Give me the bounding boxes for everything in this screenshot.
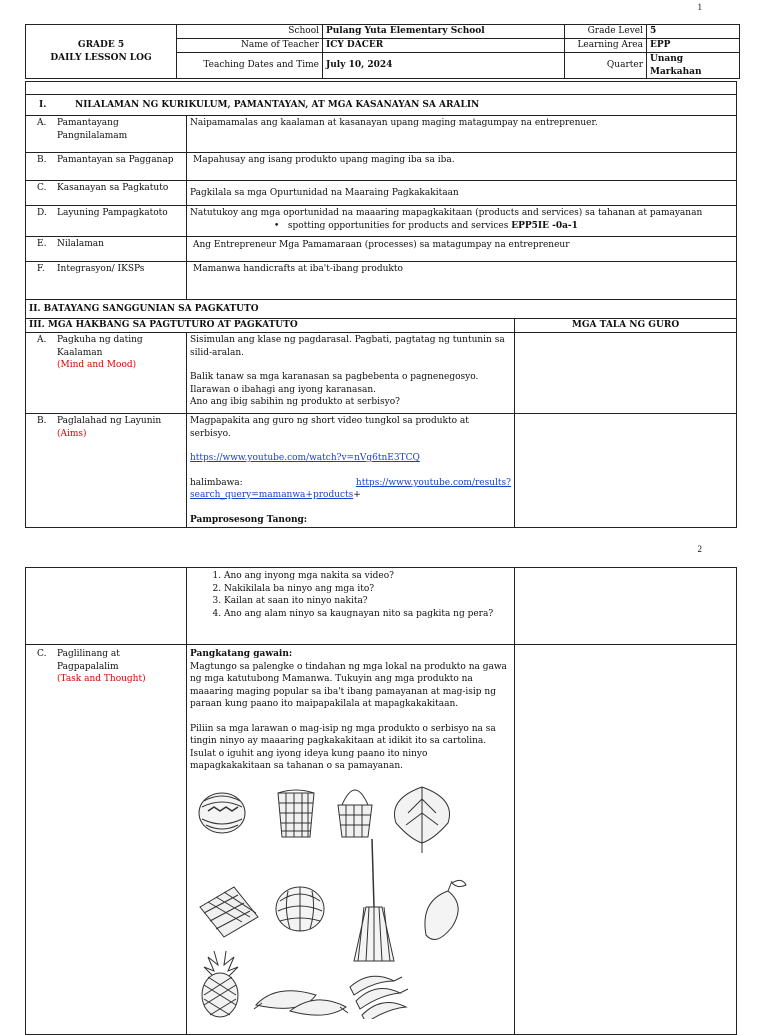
fan-icon — [394, 787, 449, 853]
tall-basket-icon — [278, 790, 314, 837]
broom-icon — [354, 839, 394, 961]
question-item: 3. Kailan at saan ito ninyo nakita? — [224, 595, 511, 608]
question-item: 4. Ano ang alam ninyo sa kaugnayan nito sa pagkita ng pera? — [224, 608, 511, 621]
section3-title: III. MGA HAKBANG SA PAGTUTURO AT PAGKATUTO — [26, 319, 515, 333]
grade-label: Grade Level — [565, 25, 647, 39]
processing-questions — [187, 568, 515, 645]
teacher-value: ICY DACER — [323, 39, 565, 53]
search-link-part2[interactable]: search_query=mamanwa+products — [190, 490, 354, 500]
questions-title: Pamprosesong Tanong: — [190, 514, 308, 525]
pineapple-icon — [202, 951, 238, 1017]
dates-value: July 10, 2024 — [323, 53, 565, 79]
area-value: EPP — [647, 39, 740, 53]
handle-basket-icon — [338, 790, 372, 837]
section2-title: II. BATAYANG SANGGUNIAN SA PAGKATUTO — [26, 300, 737, 319]
step-c-content: Pangkatang gawain: Magtungo sa palengke o tindahan ng mga lokal na produkto na gawa ng mga katutubong Mamanwa. Tukuyin ang mga produkto na maaaring maging popular sa iba't ibang pamayanan at mag-isip ng paraan kung paano ito maipapakilala at mapagkakakitaan. Piliin sa mga larawan o mag-isip ng mga produkto o serbisyo na sa tingin ninyo ay maaaring pagkakakitaan at idikit ito sa cartolina. Isulat o iguhit ang iyong ideya kung paano ito ninyo mapagkakakitaan sa tahanan o sa pamayanan. — [187, 645, 515, 1035]
step-b-notes[interactable] — [515, 414, 737, 528]
row-a-content: Naipamamalas ang kaalaman at kasanayan upang maging matagumpay na entreprenuer. — [187, 116, 737, 153]
row-c-content: Pagkilala sa mga Opurtunidad na Maaraing Pagkakakitaan — [187, 181, 737, 206]
step-b-label: B. Paglalahad ng Layunin (Aims) — [26, 414, 187, 528]
school-label: School — [177, 25, 323, 39]
notes-header: MGA TALA NG GURO — [515, 319, 737, 333]
video-link[interactable]: https://www.youtube.com/watch?v=nVg6tnE3TCQ — [190, 453, 420, 463]
page-number: 2 — [697, 544, 702, 554]
shell-basket-icon — [276, 887, 324, 931]
step-a-content: Sisimulan ang klase ng pagdarasal. Pagbati, pagtatag ng tuntunin sa silid-aralan. Balik tanaw sa mga karanasan sa pagbebenta o pagnenegosyo. Ilarawan o ibahagi ang iyong karanasan. Ano ang ibig sabihin ng produkto at serbisyo? — [187, 333, 515, 414]
step-c-notes[interactable] — [515, 645, 737, 1035]
main-table — [25, 81, 737, 528]
row-d-content: Natutukoy ang mga oportunidad na maaaring mapagkakitaan (products and services) sa tahanan at pamayanan • spotting opportunities for products and services EPP5IE -0a-1 — [187, 206, 737, 237]
row-f-label: F. Integrasyon/ IKSPs — [26, 262, 187, 300]
row-d-label: D. Layuning Pampagkatoto — [26, 206, 187, 237]
school-value: Pulang Yuta Elementary School — [323, 25, 565, 39]
question-item: 2. Nakikilala ba ninyo ang mga ito? — [224, 583, 511, 596]
row-f-content: Mamanwa handicrafts at iba't-ibang produkto — [187, 262, 737, 300]
section1-title: I. NILALAMAN NG KURIKULUM, PAMANTAYAN, AT MGA KASANAYAN SA ARALIN — [26, 95, 737, 116]
woven-mat-icon — [200, 887, 258, 937]
grade-value: 5 — [647, 25, 740, 39]
root-crops-icon — [254, 990, 348, 1014]
row-e-label: E. Nilalaman — [26, 237, 187, 262]
step-a-notes[interactable] — [515, 333, 737, 414]
mango-icon — [425, 880, 466, 939]
row-c-label: C. Kasanayan sa Pagkatuto — [26, 181, 187, 206]
woven-basket-icon — [199, 793, 245, 833]
step-c-label: C. Paglilinang at Pagpapalalim (Task and Thought) — [26, 645, 187, 1035]
quarter-label: Quarter — [565, 53, 647, 79]
row-b-content: Mapahusay ang isang produkto upang maging iba sa iba. — [187, 153, 737, 181]
main-table-page2 — [25, 567, 737, 1035]
lesson-log-title: GRADE 5 DAILY LESSON LOG — [26, 25, 177, 79]
dates-label: Teaching Dates and Time — [177, 53, 323, 79]
step-b-content: Magpapakita ang guro ng short video tungkol sa produkto at serbisyo. https://www.youtube.com/watch?v=nVg6tnE3TCQ halimbawa: https://www.youtube.com/results? search_query=mamanwa+products+ Pamprosesong Tanong: — [187, 414, 515, 528]
row-b-label: B. Pamantayan sa Pagganap — [26, 153, 187, 181]
product-images — [190, 779, 511, 1019]
search-link-part1[interactable]: https://www.youtube.com/results? — [355, 477, 511, 488]
step-a-label: A. Pagkuha ng dating Kaalaman (Mind and Mood) — [26, 333, 187, 414]
teacher-label: Name of Teacher — [177, 39, 323, 53]
page-number: 1 — [697, 2, 702, 12]
quarter-value: Unang Markahan — [647, 53, 740, 79]
questions-notes[interactable] — [515, 568, 737, 645]
area-label: Learning Area — [565, 39, 647, 53]
row-e-content: Ang Entrepreneur Mga Pamamaraan (processes) sa matagumpay na entrepreneur — [187, 237, 737, 262]
row-a-label: A. Pamantayang Pangnilalamam — [26, 116, 187, 153]
header-table — [25, 24, 740, 79]
question-item: 1. Ano ang inyong mga nakita sa video? — [224, 570, 511, 583]
banana-icon — [350, 976, 408, 1019]
